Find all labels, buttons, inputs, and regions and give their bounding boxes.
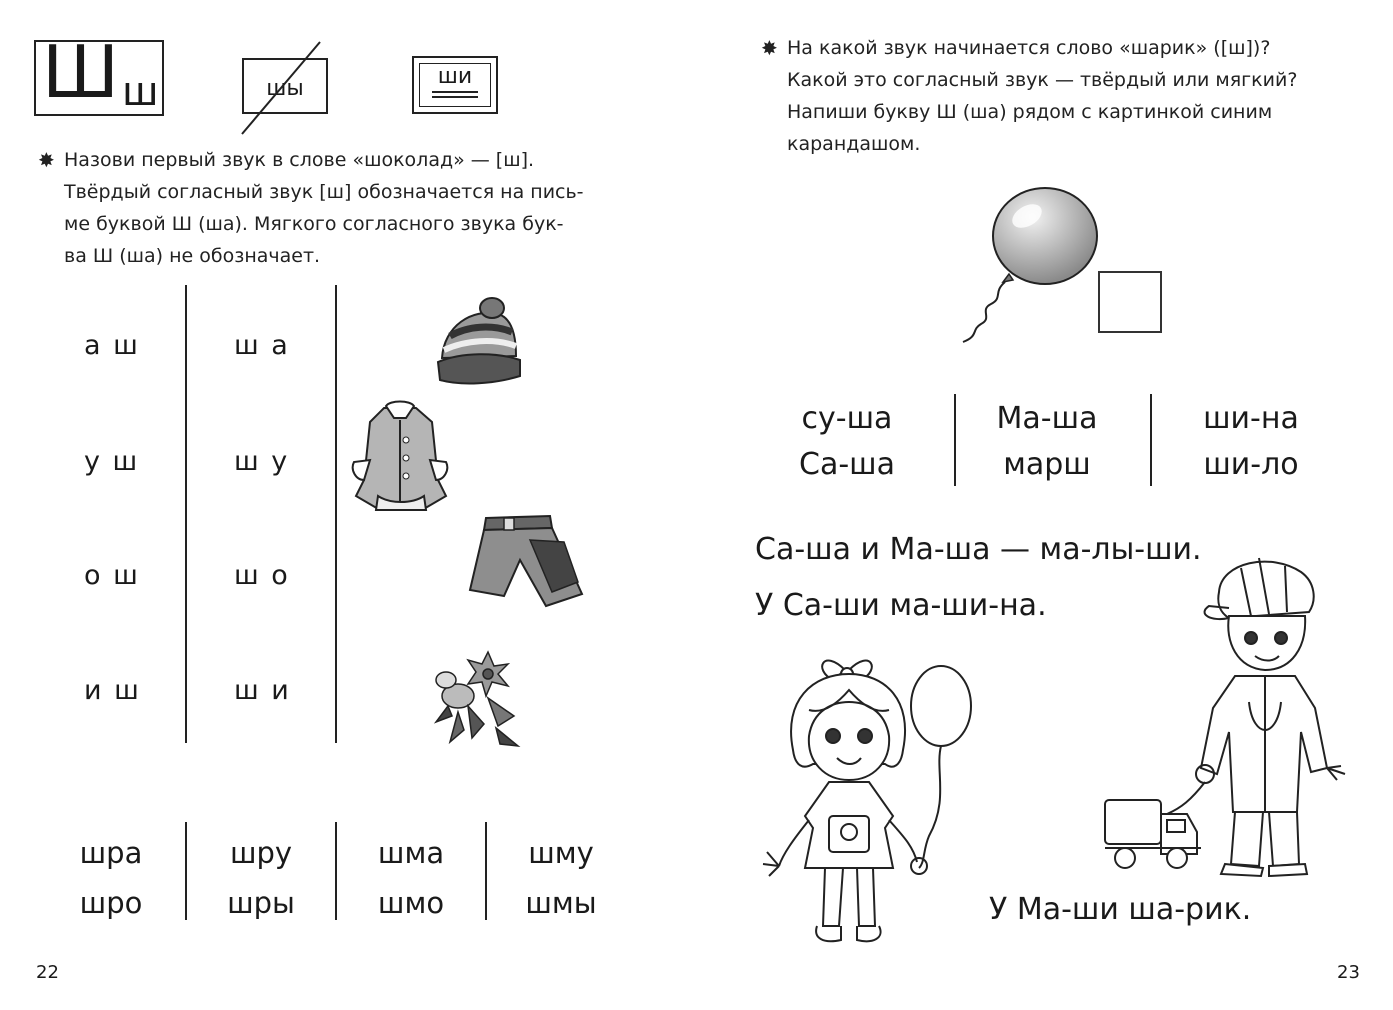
syllable: шра bbox=[79, 836, 143, 870]
task-line: ме буквой Ш (ша). Мягкого согласного звука бук- bbox=[64, 213, 564, 235]
task-instruction bbox=[761, 32, 1367, 160]
correct-syllable-box bbox=[412, 56, 498, 114]
syllable: шру bbox=[229, 836, 293, 870]
word: марш bbox=[1003, 447, 1091, 482]
syllable: шмы bbox=[525, 886, 597, 920]
word: Са-ша bbox=[799, 447, 895, 482]
hat-icon bbox=[432, 296, 524, 388]
syllable-column bbox=[206, 828, 316, 928]
syllable: шма bbox=[377, 836, 445, 870]
syllable-column bbox=[356, 828, 466, 928]
correct-syllable: ши bbox=[437, 64, 473, 89]
syllable: шро bbox=[79, 886, 143, 920]
reverse-syllable: у ш bbox=[84, 446, 140, 477]
reverse-syllable: о ш bbox=[84, 560, 140, 591]
crossed-syllable: шы bbox=[266, 76, 304, 101]
column-divider bbox=[485, 822, 487, 920]
task-line: Напиши букву Ш (ша) рядом с картинкой синим bbox=[787, 101, 1273, 123]
answer-box[interactable] bbox=[1098, 271, 1162, 333]
girl-with-balloon-icon bbox=[753, 640, 983, 960]
reverse-syllable: а ш bbox=[84, 330, 140, 361]
syllable: шмо bbox=[377, 886, 445, 920]
reading-sentence: Са-ша и Ма-ша — ма-лы-ши. bbox=[755, 532, 1202, 567]
syllable-column bbox=[506, 828, 616, 928]
word-column bbox=[767, 396, 927, 488]
star-bullet-icon: ✸ bbox=[38, 148, 55, 172]
syllable: шры bbox=[227, 886, 295, 920]
reverse-syllable: и ш bbox=[84, 675, 141, 706]
column-divider bbox=[335, 822, 337, 920]
forward-syllable: ш у bbox=[234, 446, 290, 477]
task-instruction bbox=[38, 144, 644, 272]
word: ши-на bbox=[1203, 401, 1299, 436]
letter-sha-box bbox=[34, 30, 164, 116]
task-line: Назови первый звук в слове «шоколад» — [ш]. bbox=[64, 149, 535, 171]
coat-icon bbox=[350, 400, 450, 516]
left-page bbox=[0, 0, 696, 1010]
syllable: шму bbox=[528, 836, 594, 870]
column-divider bbox=[185, 822, 187, 920]
uppercase-letter: Ш bbox=[42, 30, 117, 114]
word-column bbox=[1171, 396, 1331, 488]
page-number: 23 bbox=[1337, 962, 1360, 983]
reading-sentence: У Са-ши ма-ши-на. bbox=[755, 588, 1047, 623]
column-divider bbox=[335, 285, 337, 743]
strike-line-icon bbox=[236, 40, 326, 140]
column-divider bbox=[185, 285, 187, 743]
shorts-icon bbox=[468, 512, 586, 608]
forward-syllable: ш о bbox=[234, 560, 290, 591]
task-line: На какой звук начинается слово «шарик» ([ш])? bbox=[787, 37, 1271, 59]
task-line: Какой это согласный звук — твёрдый или мягкий? bbox=[787, 69, 1298, 91]
task-line: карандашом. bbox=[787, 133, 921, 155]
balloon-icon bbox=[953, 186, 1103, 346]
star-bullet-icon: ✸ bbox=[761, 36, 778, 60]
word: Ма-ша bbox=[996, 401, 1098, 436]
word: су-ша bbox=[801, 401, 893, 436]
column-divider bbox=[1150, 394, 1152, 486]
forward-syllable: ш а bbox=[234, 330, 290, 361]
task-line: Твёрдый согласный звук [ш] обозначается на пись- bbox=[64, 181, 584, 203]
forward-syllable: ш и bbox=[234, 675, 291, 706]
word: ши-ло bbox=[1203, 447, 1299, 482]
lowercase-letter: ш bbox=[122, 69, 159, 115]
reading-sentence: У Ма-ши ша-рик. bbox=[989, 892, 1252, 927]
column-divider bbox=[954, 394, 956, 486]
word-column bbox=[967, 396, 1127, 488]
syllable-column bbox=[56, 828, 166, 928]
page-number: 22 bbox=[36, 962, 59, 983]
task-line: ва Ш (ша) не обозначает. bbox=[64, 245, 321, 267]
right-page bbox=[697, 0, 1393, 1010]
flowers-icon bbox=[428, 646, 524, 750]
boy-with-truck-icon bbox=[1101, 552, 1361, 882]
